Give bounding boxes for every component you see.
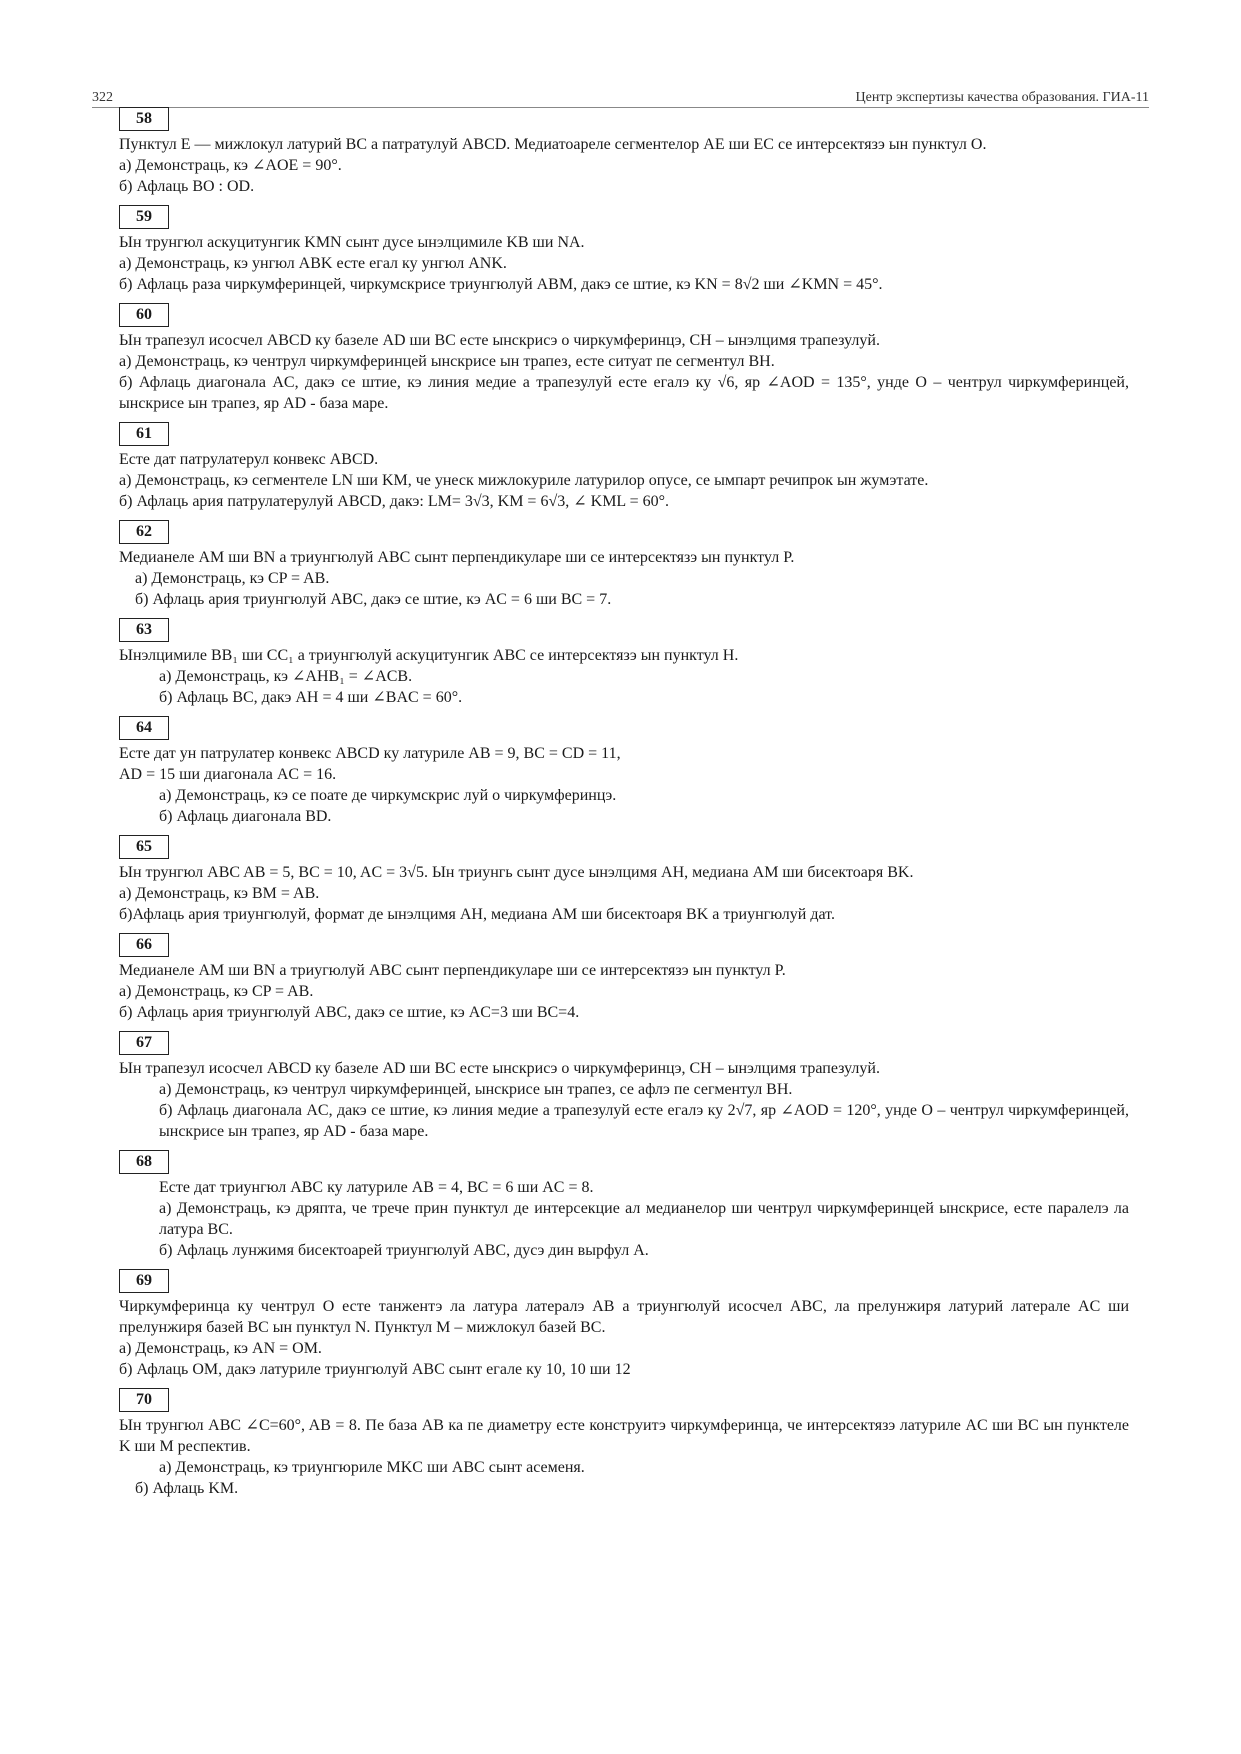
- problem-text-line: а) Демонстраць, кэ чентрул чиркумферинцей, ынскрисе ын трапез, се афлэ пе сегментул BH.: [159, 1081, 793, 1098]
- problem-text-line: а) Демонстраць, кэ унгюл ABK есте егал ку унгюл ANK.: [119, 255, 507, 272]
- problem-text-line: б) Афлаць ария триунгюлуй ABC, дакэ се штие, кэ AC=3 ши BC=4.: [119, 1004, 580, 1021]
- problem-text-line: а) Демонстраць, кэ сегментеле LN ши KM, че унеск мижлокуриле латурилор опусе, се ымпарт речипрок ын жумэтате.: [119, 472, 929, 489]
- problem-number-box: 69: [119, 1269, 169, 1293]
- page-number: 322: [92, 90, 113, 105]
- problem-text-line: б)Афлаць ария триунгюлуй, формат де ынэлцимя AH, медиана AM ши бисектоаря BK а триунгюлуй дат.: [119, 906, 835, 923]
- problem-text-line: Ынэлцимиле BB₁ ши CC₁ а триунгюлуй аскуцитунгик ABC се интерсектязэ ын пунктул H.: [119, 647, 739, 664]
- problem-number-box: 63: [119, 618, 169, 642]
- problem-text-line: б) Афлаць BC, дакэ AH = 4 ши ∠BAC = 60°.: [159, 689, 463, 706]
- problem-text-line: б) Афлаць диагонала AC, дакэ се штие, кэ линия медие а трапезулуй есте егалэ ку √6, яр ∠AOD = 135°, унде O – чентрул чиркумферинцей, ынскрисе ын трапез, яр AD - база маре.: [119, 374, 1129, 412]
- problem-number-box: 58: [119, 107, 169, 131]
- problem-text-line: Есте дат ун патрулатер конвекс ABCD ку латуриле AB = 9, BC = CD = 11,: [119, 745, 621, 762]
- problem-text-line: б) Афлаць KM.: [135, 1480, 239, 1497]
- problem-text-line: а) Демонстраць, кэ BM = AB.: [119, 885, 320, 902]
- problem-text-line: б) Афлаць диагонала BD.: [159, 808, 332, 825]
- problem-number-box: 65: [119, 835, 169, 859]
- problem-70: [119, 1388, 1129, 1499]
- problem-text-line: Ын трунгюл ABC AB = 5, BC = 10, AC = 3√5. Ын триунгь сынт дусе ынэлцимя AH, медиана AM ши бисектоаря BK.: [119, 864, 914, 881]
- problem-60: [119, 303, 1129, 414]
- problem-text-line: Ын трапезул исосчел ABCD ку базеле AD ши BC есте ынскрисэ о чиркумферинцэ, CH – ынэлцимя трапезулуй.: [119, 1060, 880, 1077]
- problem-text-line: б) Афлаць лунжимя бисектоарей триунгюлуй ABC, дусэ дин вырфул A.: [159, 1242, 649, 1259]
- problem-68: [119, 1150, 1129, 1261]
- problem-number-box: 61: [119, 422, 169, 446]
- problem-67: [119, 1031, 1129, 1142]
- problem-text-line: б) Афлаць BO : OD.: [119, 178, 255, 195]
- problem-number-box: 62: [119, 520, 169, 544]
- problem-text-line: Чиркумферинца ку чентрул O есте танжентэ ла латура латералэ AB а триунгюлуй исосчел ABC, ла прелунжиря латурий латерале AC ши прелунжиря базей BC ын пунктул N. Пунктул M – мижлокул базей BC.: [119, 1298, 1129, 1336]
- problem-text-line: Есте дат триунгюл ABC ку латуриле AB = 4, BC = 6 ши AC = 8.: [159, 1179, 594, 1196]
- problem-text-line: а) Демонстраць, кэ се поате де чиркумскрис луй о чиркумферинцэ.: [159, 787, 617, 804]
- problem-number-box: 70: [119, 1388, 169, 1412]
- problem-63: [119, 618, 1129, 708]
- problem-text-line: а) Демонстраць, кэ ∠AOE = 90°.: [119, 157, 342, 174]
- problem-text-line: б) Афлаць ария патрулатерулуй ABCD, дакэ: LM= 3√3, KM = 6√3, ∠ KML = 60°.: [119, 493, 670, 510]
- problem-text-line: Есте дат патрулатерул конвекс ABCD.: [119, 451, 379, 468]
- problem-text-line: Ын трунгюл ABC ∠C=60°, AB = 8. Пе база AB ка пе диаметру есте конструитэ чиркумферинца, че интерсектязэ латуриле AC ши BC ын пунктеле K ши M респектив.: [119, 1417, 1129, 1455]
- problem-62: [119, 520, 1129, 610]
- problem-65: [119, 835, 1129, 925]
- problem-text-line: а) Демонстраць, кэ чентрул чиркумферинцей ынскрисе ын трапез, есте ситуат пе сегментул BH.: [119, 353, 775, 370]
- problem-text-line: а) Демонстраць, кэ ∠AHB₁ = ∠ACB.: [159, 668, 413, 685]
- problem-number-box: 68: [119, 1150, 169, 1174]
- problem-text-line: Медианеле AM ши BN а триугюлуй ABC сынт перпендикуларе ши се интерсектязэ ын пунктул P.: [119, 962, 786, 979]
- problem-text-line: а) Демонстраць, кэ CP = AB.: [119, 983, 314, 1000]
- problem-text-line: а) Демонстраць, кэ CP = AB.: [135, 570, 330, 587]
- problem-list: [119, 107, 1129, 1507]
- problem-number-box: 60: [119, 303, 169, 327]
- problem-text-line: а) Демонстраць, кэ триунгюриле MKC ши ABC сынт асеменя.: [159, 1459, 585, 1476]
- problem-58: [119, 107, 1129, 197]
- problem-text-line: AD = 15 ши диагонала AC = 16.: [119, 766, 337, 783]
- problem-69: [119, 1269, 1129, 1380]
- problem-number-box: 66: [119, 933, 169, 957]
- problem-number-box: 64: [119, 716, 169, 740]
- problem-text-line: б) Афлаць ария триунгюлуй ABC, дакэ се штие, кэ AC = 6 ши BC = 7.: [135, 591, 612, 608]
- problem-number-box: 59: [119, 205, 169, 229]
- problem-text-line: Ын трапезул исосчел ABCD ку базеле AD ши BC есте ынскрисэ о чиркумферинцэ, CH – ынэлцимя трапезулуй.: [119, 332, 880, 349]
- problem-text-line: Ын трунгюл аскуцитунгик KMN сынт дусе ынэлцимиле KB ши NA.: [119, 234, 585, 251]
- problem-text-line: Пунктул E — мижлокул латурий BC а патратулуй ABCD. Медиатоареле сегментелор AE ши EC се интерсектязэ ын пунктул O.: [119, 136, 987, 153]
- problem-59: [119, 205, 1129, 295]
- problem-64: [119, 716, 1129, 827]
- problem-number-box: 67: [119, 1031, 169, 1055]
- problem-text-line: а) Демонстраць, кэ дряпта, че трече прин пунктул де интерсекцие ал медианелор ши чентрул чиркумферинцей ынскрисе, есте паралелэ ла латура BC.: [159, 1200, 1129, 1238]
- problem-66: [119, 933, 1129, 1023]
- problem-text-line: б) Афлаць раза чиркумферинцей, чиркумскрисе триунгюлуй ABM, дакэ се штие, кэ KN = 8√2 ши ∠KMN = 45°.: [119, 276, 883, 293]
- problem-text-line: б) Афлаць OM, дакэ латуриле триунгюлуй ABC сынт егале ку 10, 10 ши 12: [119, 1361, 631, 1378]
- problem-text-line: Медианеле AM ши BN а триунгюлуй ABC сынт перпендикуларе ши се интерсектязэ ын пунктул P.: [119, 549, 795, 566]
- running-header: Центр экспертизы качества образования. ГИА-11: [855, 90, 1149, 105]
- problem-text-line: б) Афлаць диагонала AC, дакэ се штие, кэ линия медие а трапезулуй есте егалэ ку 2√7, яр ∠AOD = 120°, унде O – чентрул чиркумферинцей, ынскрисе ын трапез, яр AD - база маре.: [159, 1102, 1129, 1140]
- problem-text-line: а) Демонстраць, кэ AN = OM.: [119, 1340, 322, 1357]
- problem-61: [119, 422, 1129, 512]
